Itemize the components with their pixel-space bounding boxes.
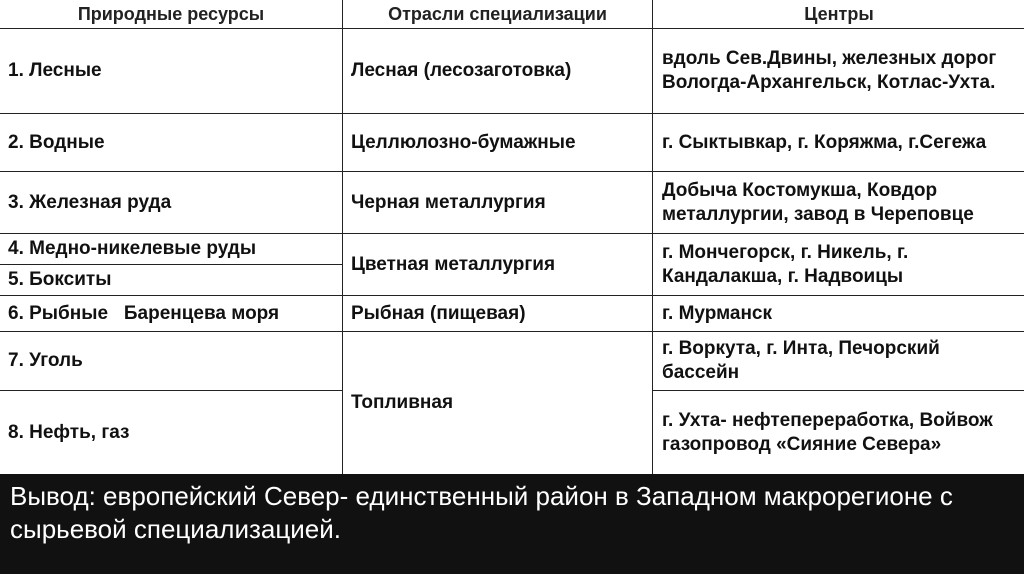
header-centers: Центры: [653, 0, 1024, 29]
table-header-row: [0, 0, 1024, 29]
resource-cell: 8. Нефть, газ: [0, 391, 343, 475]
resource-cell: 6. Рыбные Баренцева моря: [0, 296, 343, 332]
table-row: [0, 296, 1024, 332]
resource-cell: 4. Медно-никелевые руды: [0, 234, 343, 265]
centers-cell: Добыча Костомукша, Ковдор металлургии, завод в Череповце: [653, 172, 1024, 234]
header-resources: Природные ресурсы: [0, 0, 343, 29]
centers-cell: г. Воркута, г. Инта, Печорский бассейн: [653, 332, 1024, 391]
table-row: [0, 234, 1024, 265]
resource-cell: 1. Лесные: [0, 29, 343, 114]
resource-cell: 3. Железная руда: [0, 172, 343, 234]
industry-cell: Цветная металлургия: [343, 234, 653, 296]
resource-cell: 2. Водные: [0, 114, 343, 172]
centers-cell: г. Ухта- нефтепереработка, Войвож газопровод «Сияние Севера»: [653, 391, 1024, 475]
industry-cell: Топливная: [343, 332, 653, 475]
centers-cell: г. Мурманск: [653, 296, 1024, 332]
table-row: [0, 332, 1024, 391]
resource-cell: 5. Бокситы: [0, 265, 343, 296]
industry-cell: Рыбная (пищевая): [343, 296, 653, 332]
centers-cell: г. Мончегорск, г. Никель, г. Кандалакша, г. Надвоицы: [653, 234, 1024, 296]
table-row: [0, 29, 1024, 114]
industry-cell: Черная металлургия: [343, 172, 653, 234]
centers-cell: вдоль Сев.Двины, железных дорог Вологда-Архангельск, Котлас-Ухта.: [653, 29, 1024, 114]
header-industries: Отрасли специализации: [343, 0, 653, 29]
industry-cell: Целлюлозно-бумажные: [343, 114, 653, 172]
conclusion-text: Вывод: европейский Север- единственный район в Западном макрорегионе с сырьевой специализацией.: [10, 481, 953, 544]
resource-cell: 7. Уголь: [0, 332, 343, 391]
centers-cell: г. Сыктывкар, г. Коряжма, г.Сегежа: [653, 114, 1024, 172]
industry-cell: Лесная (лесозаготовка): [343, 29, 653, 114]
table-row: [0, 172, 1024, 234]
table-row: [0, 114, 1024, 172]
conclusion-banner: [0, 474, 1024, 574]
